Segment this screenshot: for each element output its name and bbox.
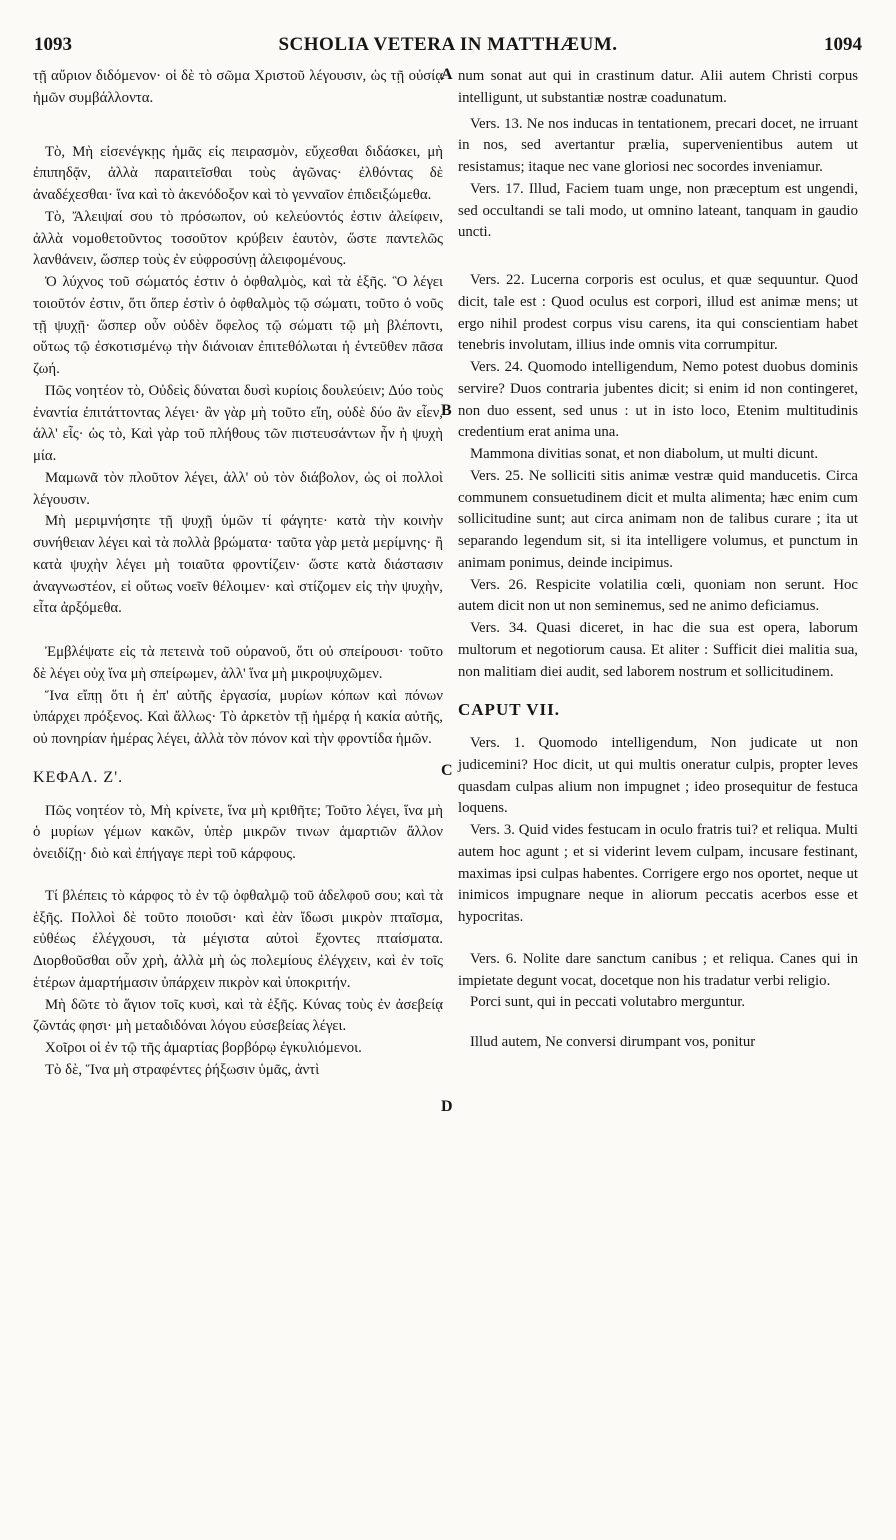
greek-paragraph: Μὴ δῶτε τὸ ἅγιον τοῖς κυσὶ, καὶ τὰ ἑξῆς. Κύνας τοὺς ἐν ἀσεβείᾳ ζῶντάς φησι· μὴ μεταδιδόναι λόγου εὐσεβείας λέγει. (33, 996, 443, 1035)
greek-paragraph: Ἐμβλέψατε εἰς τὰ πετεινὰ τοῦ οὐρανοῦ, ὅτι οὐ σπείρουσι· τοῦτο δὲ λέγει οὐχ ἵνα μὴ σπείρωμεν, ἀλλ' ἵνα μὴ μικροψυχῶμεν. (33, 644, 443, 682)
greek-paragraph: Τὸ, Μὴ εἰσενέγκῃς ἡμᾶς εἰς πειρασμὸν, εὔχεσθαι διδάσκει, μὴ ἐπιπηδᾷν, ἀλλὰ παραιτεῖσθαι τοὺς ἀγῶνας· ἐλθόντας δὲ ἀναδέχεσθαι· ἵνα καὶ τὸ ἀκενόδοξον καὶ τὸ γενναῖον ἐπιδειξώμεθα. (33, 143, 443, 203)
latin-paragraph: Vers. 6. Nolite dare sanctum canibus ; et reliqua. Canes qui in impietate degunt vocat, docetque non his tradatur verbi religio. (458, 950, 858, 989)
greek-chapter-heading: ΚΕΦΑΛ. Ζ'. (33, 768, 124, 786)
latin-paragraph: Porci sunt, qui in peccati volutabro merguntur. (470, 994, 746, 1011)
greek-paragraph: Τί βλέπεις τὸ κάρφος τὸ ἐν τῷ ὀφθαλμῷ τοῦ ἀδελφοῦ σου; καὶ τὰ ἑξῆς. Πολλοὶ δὲ τοῦτο ποιοῦσι· καὶ ἐὰν ἴδωσι μικρὸν πταῖσμα, εὐθέως ἐλέγχουσι, τὰ μέγιστα αὐτοὶ ἔχοντες πταίσματα. Διορθοῦσθαι οὖν χρὴ, ἀλλὰ μὴ ὡς πολεμίους ἐλέγχειν, καὶ ἐν τοῖς ἑτέρων ἁμαρτήμασιν ὑπάρχειν πικρὸν καὶ ὑποκριτήν. (33, 887, 443, 991)
latin-paragraph: Mammona divitias sonat, et non diabolum, ut multi dicunt. (470, 446, 819, 462)
running-title: SCHOLIA VETERA IN MATTHÆUM. (278, 34, 618, 55)
latin-paragraph: Vers. 1. Quomodo intelligendum, Non judicate ut non judicemini? Hoc dicit, ut qui multis oneratur culpis, propter leves quasdam culpas alium non impugnet ; ideo prosequitur de festuca loquens. (458, 735, 858, 817)
page-number-left: 1093 (34, 34, 72, 55)
greek-column (33, 66, 443, 1082)
greek-paragraph: Ὁ λύχνος τοῦ σώματός ἐστιν ὁ ὀφθαλμὸς, καὶ τὰ ἑξῆς. Ὃ λέγει τοιοῦτόν ἐστιν, ὅτι ὅπερ ἐστὶν ὁ ὀφθαλμὸς τῷ σώματι, τοῦτο ὁ νοῦς τῇ ψυχῇ· ὥσπερ οὖν οὐδὲν ὄφελος τῷ σώματι τῷ μὴ βλέποντι, οὕτως τῷ ἐσκοτισμένῳ τὴν διάνοιαν ἐπιτεθόλωται ἡ ἐντεῦθεν πᾶσα ζωή. (33, 274, 443, 377)
latin-paragraph: Vers. 26. Respicite volatilia cœli, quoniam non serunt. Hoc autem dicit non ut non seminemus, sed ne animo deficiamus. (458, 576, 858, 615)
greek-paragraph: Μαμωνᾶ τὸν πλοῦτον λέγει, ἀλλ' οὐ τὸν διάβολον, ὡς οἱ πολλοὶ λέγουσιν. (33, 469, 443, 508)
latin-column (458, 66, 858, 1054)
latin-paragraph: Vers. 34. Quasi diceret, in hac die sua est opera, laborum multorum et negotiorum causa. Et aliter : Sufficit diei malitia sua, non malitiam diei audit, sed laborem nostrum et sollicitudinem. (458, 620, 858, 680)
margin-letter-c: C (441, 762, 453, 779)
latin-paragraph: Vers. 22. Lucerna corporis est oculus, et quæ sequuntur. Quod dicit, tale est : Quod oculus est corpori, illud est animæ mens; ut ergo nihil prodest corpus visu carens, ita qui conscientiam habet tenebris involutam, illius inde omnis vita corrumpitur. (458, 272, 858, 354)
latin-paragraph: Vers. 13. Ne nos inducas in tentationem, precari docet, ne irruant in nos, sed avertantur prælia, supervenientibus autem ut resistamus; itaque nec vane gloriosi nec socordes inveniamur. (458, 115, 858, 175)
latin-chapter-heading: CAPUT VII. (458, 700, 560, 720)
latin-paragraph: Vers. 17. Illud, Faciem tuam unge, non præceptum est ungendi, sed occultandi se tali modo, ut omnino lateant, tanquam in gaudio uncti. (458, 180, 858, 241)
greek-paragraph: Μὴ μεριμνήσητε τῇ ψυχῇ ὑμῶν τί φάγητε· κατὰ τὴν κοινὴν συνήθειαν λέγει καὶ τὰ πολλὰ βρώματα· ταῦτα γὰρ μετὰ μερίμνης· ἢ κατὰ ψυχὴν λέγει μὴ τοιαῦτα φροντίζειν· ὥστε κατὰ διάστασιν ἀναγνωστέον, εἰ οὕτως νοεῖν θέλοιμεν· καὶ στίζομεν εἰς τὴν ψυχὴν, εἶτα ἀρξόμεθα. (33, 513, 443, 617)
latin-paragraph: num sonat aut qui in crastinum datur. Alii autem Christi corpus intelligunt, ut substantiæ nostræ coadunatum. (458, 68, 858, 106)
greek-paragraph: Τὸ δὲ, Ἵνα μὴ στραφέντες ῥήξωσιν ὑμᾶς, ἀντὶ (45, 1061, 320, 1078)
greek-paragraph: Πῶς νοητέον τὸ, Μὴ κρίνετε, ἵνα μὴ κριθῆτε; Τοῦτο λέγει, ἵνα μὴ ὁ μυρίων γέμων κακῶν, ὑπὲρ μικρῶν τινων ἁμαρτιῶν ἄλλον ὀνειδίζῃ· διὸ καὶ ἐπήγαγε περὶ τοῦ κάρφους. (33, 802, 443, 862)
greek-paragraph: Ἵνα εἴπῃ ὅτι ἡ ἐπ' αὐτῆς ἐργασία, μυρίων κόπων καὶ πόνων ὑπάρχει πρόξενος. Καὶ ἄλλως· Τὸ ἀρκετὸν τῇ ἡμέρᾳ ἡ κακία αὐτῆς, οὐ πονηρίαν ἡμέρας λέγει, ἀλλὰ τὸν πόνον καὶ τὴν φροντίδα ἡμῶν. (33, 687, 443, 747)
page-header (34, 34, 862, 64)
page-number-right: 1094 (824, 34, 862, 55)
latin-paragraph: Illud autem, Ne conversi dirumpant vos, ponitur (470, 1034, 756, 1050)
greek-paragraph: Πῶς νοητέον τὸ, Οὐδεὶς δύναται δυσὶ κυρίοις δουλεύειν; Δύο τοὺς ἐναντία ἐπιτάττοντας λέγει· ἂν γὰρ μὴ τοῦτο εἴη, οὐδὲ δύο ἂν εἶεν, ἀλλ' εἷς· ὡς τὸ, Καὶ γὰρ τοῦ πλήθους τῶν πιστευσάντων ἦν ἡ ψυχὴ μία. (33, 382, 443, 464)
margin-letter-b: B (441, 402, 452, 419)
latin-paragraph: Vers. 3. Quid vides festucam in oculo fratris tui? et reliqua. Multi autem hoc agunt ; et si viderint levem culpam, incusare festinant, maximas ipsi culpas habentes. Corrigere ergo nos oportet, neque ut inimicos impugnare neque in aliorum peccatis acerbos esse et hypocritas. (458, 822, 858, 925)
latin-paragraph: Vers. 25. Ne solliciti sitis animæ vestræ quid manducetis. Circa communem consuetudinem dicit et multa alimenta; hæc enim cum sollicitudine sunt; aut circa animam non de talibus curare ; ita ut separando legendum sit, si ita intelligere volumus, et punctum in animam ponimus, deinde incipimus. (458, 467, 858, 571)
greek-paragraph: Χοῖροι οἱ ἐν τῷ τῆς ἁμαρτίας βορβόρῳ ἐγκυλιόμενοι. (45, 1040, 362, 1056)
greek-paragraph: τῇ αὔριον διδόμενον· οἱ δὲ τὸ σῶμα Χριστοῦ λέγουσιν, ὡς τῇ οὐσίᾳ ἡμῶν συμβάλλοντα. (33, 68, 443, 106)
latin-paragraph: Vers. 24. Quomodo intelligendum, Nemo potest duobus dominis servire? Duos contraria jubentes dicit; si enim id non contingeret, non duo essent, sed unus : ut in isto loco, Etenim multitudinis credentium erat anima una. (458, 359, 858, 441)
greek-paragraph: Τὸ, Ἄλειψαί σου τὸ πρόσωπον, οὐ κελεύοντός ἐστιν ἀλείφειν, ἀλλὰ νομοθετοῦντος τοσοῦτον κρύβειν ἑαυτὸν, ὥστε παντελῶς λανθάνειν, ὥσπερ τοὺς ἐν εὐφροσύνῃ ἀλειφομένους. (33, 208, 443, 269)
margin-letter-d: D (441, 1098, 453, 1115)
margin-letter-a: A (441, 66, 453, 83)
